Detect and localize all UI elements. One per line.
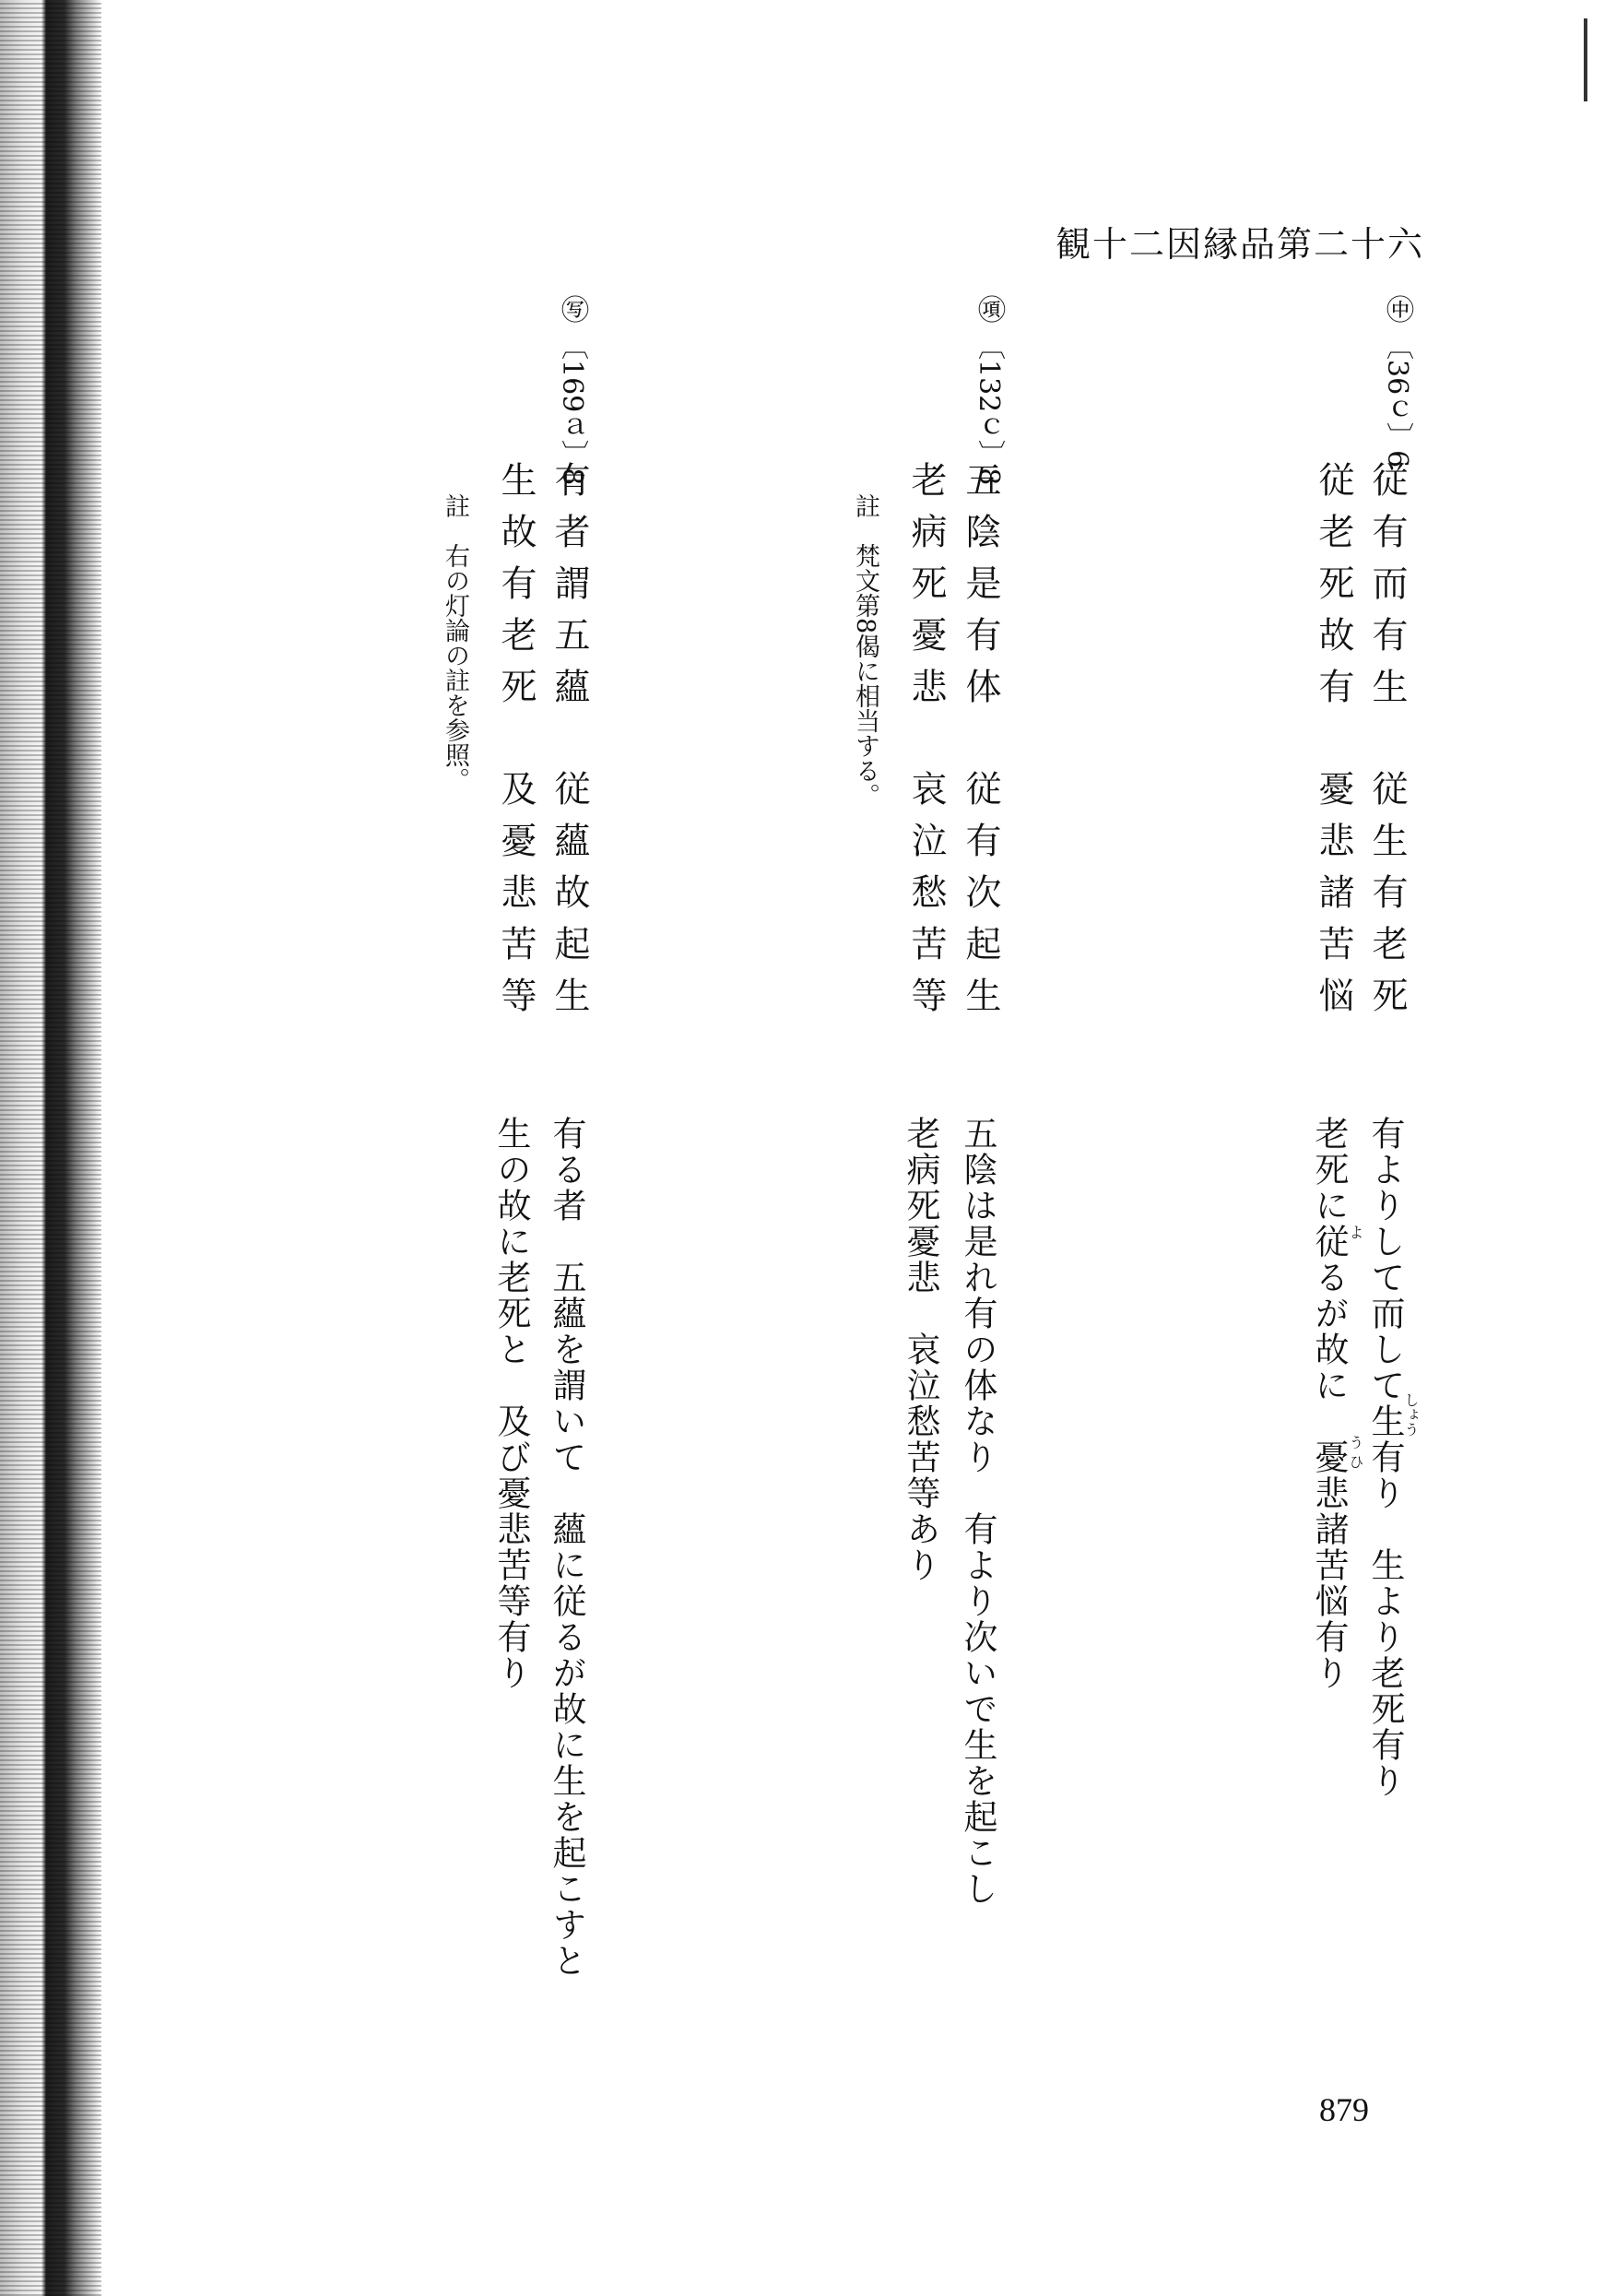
- section-2-verse-line-4: 哀泣愁苦等: [905, 770, 947, 1028]
- section-2-translation-line-1: 五陰は是れ有の体なり 有より次いで生を起こし: [958, 1116, 997, 1907]
- section-2-verse-line-2: 従有次起生: [960, 770, 1001, 1028]
- section-2-verse-line-3: 老病死憂悲: [905, 461, 947, 719]
- section-2-note: 註 梵文第8偈に相当する。: [851, 493, 879, 809]
- section-2-marker: ㊠: [973, 295, 1005, 323]
- section-1-verse-line-4: 憂悲諸苦悩: [1313, 770, 1354, 1028]
- chapter-title: 観十二因縁品第二十六: [1056, 224, 1425, 265]
- section-3-translation-line-1: 有る者 五蘊を謂いて 蘊に従るが故に生を起こすと: [547, 1116, 586, 1979]
- section-1-translation-line-2: 老死に従るが故に 憂悲諸苦悩有り: [1309, 1116, 1349, 1691]
- section-3-verse-line-4: 及憂悲苦等: [495, 770, 537, 1028]
- section-1-verse-line-2: 従生有老死: [1366, 770, 1408, 1028]
- section-3-translation-line-2: 生の故に老死と 及び憂悲苦等有り: [491, 1116, 531, 1691]
- book-binding-shadow: [0, 0, 101, 2296]
- section-1-verse-line-1: 従有而有生: [1366, 461, 1408, 719]
- section-1-verse-line-3: 従老死故有: [1313, 461, 1354, 719]
- page-edge-mark: [1584, 18, 1587, 101]
- section-3-verse-line-1: 有者謂五蘊: [548, 461, 590, 719]
- section-3-verse-line-3: 生故有老死: [495, 461, 537, 719]
- section-3-note: 註 右の灯論の註を参照。: [441, 493, 469, 792]
- section-2-verse-line-1: 五陰是有体: [960, 461, 1001, 719]
- section-2-ref: 〔132ｃ〕8: [973, 332, 1005, 486]
- section-3-marker: ㊢: [556, 295, 588, 323]
- section-3-verse-line-2: 従蘊故起生: [548, 770, 590, 1028]
- page-number: 879: [1319, 2091, 1369, 2128]
- section-2-translation-line-2: 老病死憂悲 哀泣愁苦等あり: [901, 1116, 940, 1583]
- section-1-ruby-sho: しょう: [1402, 1392, 1420, 1437]
- section-1-ruby-uhi: う ひ: [1347, 1435, 1364, 1470]
- section-3-ref: 〔169ａ〕8: [556, 332, 588, 486]
- section-1-ruby-yo: よ: [1347, 1225, 1364, 1239]
- section-1-marker: ㊥: [1381, 295, 1413, 323]
- section-1-translation-line-1: 有よりして而して生有り 生より老死有り: [1365, 1116, 1405, 1799]
- section-1-ref: 〔36ｃ〕6: [1381, 332, 1413, 468]
